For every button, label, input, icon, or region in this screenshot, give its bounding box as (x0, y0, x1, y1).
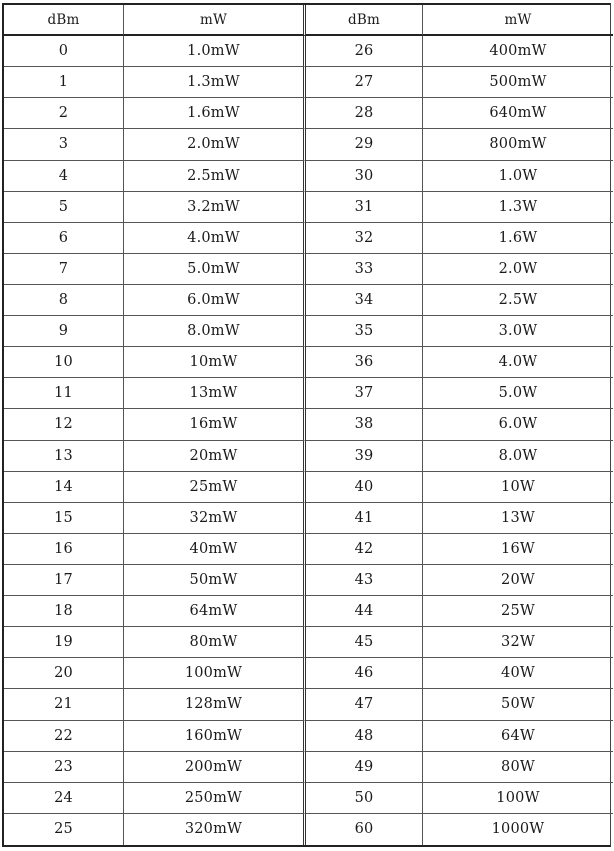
mw-cell: 800mW (423, 129, 613, 160)
dbm-cell: 41 (306, 503, 423, 534)
mw-cell: 1.3W (423, 192, 613, 223)
mw-cell: 400mW (423, 36, 613, 67)
mw-cell: 3.0W (423, 316, 613, 347)
mw-cell: 40mW (124, 534, 306, 565)
mw-cell: 2.5mW (124, 161, 306, 192)
mw-cell: 50W (423, 689, 613, 720)
mw-cell: 2.0W (423, 254, 613, 285)
mw-cell: 6.0mW (124, 285, 306, 316)
mw-cell: 25W (423, 596, 613, 627)
dbm-cell: 40 (306, 472, 423, 503)
dbm-cell: 37 (306, 378, 423, 409)
mw-cell: 1.0W (423, 161, 613, 192)
mw-cell: 640mW (423, 98, 613, 129)
dbm-cell: 0 (4, 36, 124, 67)
dbm-cell: 30 (306, 161, 423, 192)
dbm-cell: 60 (306, 814, 423, 845)
mw-cell: 8.0W (423, 441, 613, 472)
dbm-cell: 8 (4, 285, 124, 316)
dbm-cell: 28 (306, 98, 423, 129)
dbm-cell: 42 (306, 534, 423, 565)
dbm-cell: 12 (4, 409, 124, 440)
dbm-cell: 33 (306, 254, 423, 285)
mw-cell: 32W (423, 627, 613, 658)
mw-cell: 20W (423, 565, 613, 596)
dbm-cell: 14 (4, 472, 124, 503)
dbm-cell: 31 (306, 192, 423, 223)
mw-cell: 1000W (491, 821, 545, 838)
dbm-cell: 13 (4, 441, 124, 472)
dbm-cell: 15 (4, 503, 124, 534)
header-dbm-left: dBm (4, 5, 124, 36)
mw-cell: 80mW (124, 627, 306, 658)
dbm-cell: 48 (306, 721, 423, 752)
mw-cell: 1.0mW (124, 36, 306, 67)
mw-cell: 25mW (124, 472, 306, 503)
dbm-cell: 46 (306, 658, 423, 689)
header-dbm-right: dBm (306, 5, 423, 36)
dbm-cell: 11 (4, 378, 124, 409)
dbm-cell: 7 (4, 254, 124, 285)
mw-cell: 20mW (124, 441, 306, 472)
dbm-cell: 1 (4, 67, 124, 98)
dbm-cell: 10 (4, 347, 124, 378)
dbm-cell: 47 (306, 689, 423, 720)
mw-cell: 160mW (124, 721, 306, 752)
dbm-cell: 21 (4, 689, 124, 720)
header-mw-right: mW (423, 5, 613, 36)
mw-cell: 1.6mW (124, 98, 306, 129)
mw-cell: 32mW (124, 503, 306, 534)
dbm-cell: 43 (306, 565, 423, 596)
dbm-cell: 34 (306, 285, 423, 316)
mw-cell: 100mW (124, 658, 306, 689)
dbm-cell: 25 (4, 814, 124, 845)
mw-cell: 200mW (124, 752, 306, 783)
dbm-cell: 5 (4, 192, 124, 223)
dbm-cell: 20 (4, 658, 124, 689)
dbm-cell: 9 (4, 316, 124, 347)
mw-cell: 10mW (124, 347, 306, 378)
dbm-cell: 3 (4, 129, 124, 160)
mw-cell: 40W (423, 658, 613, 689)
mw-cell: 4.0W (423, 347, 613, 378)
mw-cell: 4.0mW (124, 223, 306, 254)
dbm-cell: 23 (4, 752, 124, 783)
mw-cell: 64W (423, 721, 613, 752)
dbm-cell: 2 (4, 98, 124, 129)
dbm-cell: 19 (4, 627, 124, 658)
mw-cell: 64mW (124, 596, 306, 627)
dbm-cell: 22 (4, 721, 124, 752)
mw-cell: 50mW (124, 565, 306, 596)
dbm-cell: 32 (306, 223, 423, 254)
header-mw-left: mW (124, 5, 306, 36)
dbm-cell: 49 (306, 752, 423, 783)
mw-cell: 500mW (423, 67, 613, 98)
dbm-mw-conversion-table (2, 3, 611, 847)
mw-cell: 320mW (124, 814, 306, 845)
dbm-cell: 6 (4, 223, 124, 254)
mw-cell: 16mW (124, 409, 306, 440)
dbm-cell: 18 (4, 596, 124, 627)
dbm-cell: 17 (4, 565, 124, 596)
mw-cell: 13W (423, 503, 613, 534)
mw-cell: 2.0mW (124, 129, 306, 160)
dbm-cell: 39 (306, 441, 423, 472)
dbm-cell: 38 (306, 409, 423, 440)
mw-cell: 6.0W (423, 409, 613, 440)
dbm-cell: 50 (306, 783, 423, 814)
mw-cell: 100W (423, 783, 613, 814)
dbm-cell: 45 (306, 627, 423, 658)
mw-cell: 80W (423, 752, 613, 783)
mw-cell: 10W (423, 472, 613, 503)
dbm-cell: 27 (306, 67, 423, 98)
dbm-cell: 24 (4, 783, 124, 814)
dbm-cell: 26 (306, 36, 423, 67)
mw-cell: 5.0W (423, 378, 613, 409)
mw-cell: 128mW (124, 689, 306, 720)
mw-cell: 1.6W (423, 223, 613, 254)
dbm-cell: 44 (306, 596, 423, 627)
mw-cell: 3.2mW (124, 192, 306, 223)
mw-cell: 250mW (124, 783, 306, 814)
mw-cell: 5.0mW (124, 254, 306, 285)
mw-cell: 2.5W (423, 285, 613, 316)
mw-cell: 16W (423, 534, 613, 565)
dbm-cell: 36 (306, 347, 423, 378)
mw-cell: 1.3mW (124, 67, 306, 98)
dbm-cell: 35 (306, 316, 423, 347)
dbm-cell: 29 (306, 129, 423, 160)
mw-cell: 8.0mW (124, 316, 306, 347)
dbm-cell: 4 (4, 161, 124, 192)
mw-cell: 13mW (124, 378, 306, 409)
dbm-cell: 16 (4, 534, 124, 565)
